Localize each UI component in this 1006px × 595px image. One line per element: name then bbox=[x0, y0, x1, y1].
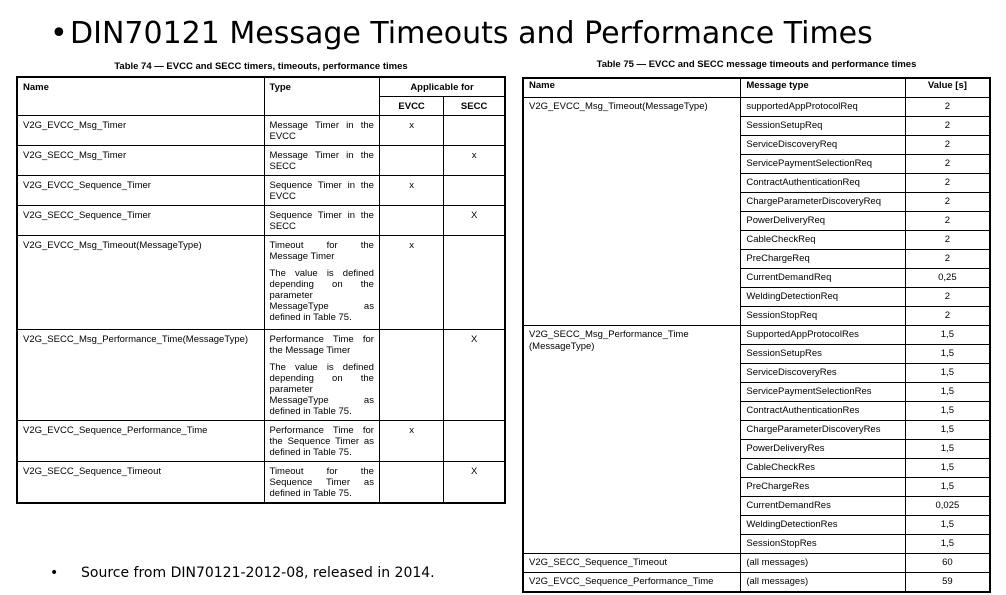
table75-row bbox=[523, 554, 990, 573]
table75-cell-message-type: (all messages) bbox=[741, 554, 905, 573]
table74-row bbox=[17, 175, 505, 205]
table75 bbox=[522, 77, 991, 593]
table75-cell-message-type: ServiceDiscoveryReq bbox=[741, 136, 905, 155]
table74-cell-evcc bbox=[379, 461, 443, 503]
table74-type-paragraph: Message Timer in the EVCC bbox=[269, 119, 374, 142]
table75-cell-message-type: SessionStopReq bbox=[741, 307, 905, 326]
table74-type-paragraph: Message Timer in the SECC bbox=[269, 149, 374, 172]
table75-cell-message-type: ServicePaymentSelectionReq bbox=[741, 155, 905, 174]
table75-cell-message-type: supportedAppProtocolReq bbox=[741, 98, 905, 117]
table75-cell-value: 2 bbox=[905, 307, 990, 326]
table74-row bbox=[17, 115, 505, 145]
table74-caption: Table 74 — EVCC and SECC timers, timeouts, performance times bbox=[114, 61, 408, 72]
table75-cell-value: 1,5 bbox=[905, 345, 990, 364]
table75-cell-message-type: CableCheckRes bbox=[741, 459, 905, 478]
table74-cell-evcc bbox=[379, 205, 443, 235]
table75-header-message-type: Message type bbox=[741, 78, 905, 98]
table75-cell-message-type: SessionSetupRes bbox=[741, 345, 905, 364]
table75-cell-message-type: ContractAuthenticationRes bbox=[741, 402, 905, 421]
table74 bbox=[16, 76, 506, 504]
table74-row bbox=[17, 145, 505, 175]
table75-cell-message-type: (all messages) bbox=[741, 573, 905, 593]
table75-cell-message-type: PowerDeliveryRes bbox=[741, 440, 905, 459]
table74-type-paragraph: Sequence Timer in the EVCC bbox=[269, 179, 374, 202]
table74-cell-secc bbox=[444, 235, 505, 329]
footnote bbox=[50, 565, 435, 581]
table74-cell-secc bbox=[444, 420, 505, 461]
table75-cell-message-type: SessionStopRes bbox=[741, 535, 905, 554]
table74-cell-name: V2G_EVCC_Sequence_Timer bbox=[17, 175, 264, 205]
table75-cell-value: 2 bbox=[905, 193, 990, 212]
table74-cell-name: V2G_EVCC_Msg_Timer bbox=[17, 115, 264, 145]
table74-cell-secc bbox=[444, 115, 505, 145]
table74-type-paragraph: Timeout for the Message Timer bbox=[269, 239, 374, 262]
table75-cell-value: 1,5 bbox=[905, 421, 990, 440]
table75-header-value: Value [s] bbox=[905, 78, 990, 98]
table75-cell-message-type: ContractAuthenticationReq bbox=[741, 174, 905, 193]
table74-cell-type bbox=[264, 420, 379, 461]
table75-cell-message-type: ServicePaymentSelectionRes bbox=[741, 383, 905, 402]
table75-cell-value: 1,5 bbox=[905, 402, 990, 421]
table74-type-paragraph: Performance Time for the Sequence Timer as defined in Table 75. bbox=[269, 424, 374, 458]
table75-cell-value: 59 bbox=[905, 573, 990, 593]
table75-cell-message-type: CurrentDemandRes bbox=[741, 497, 905, 516]
table74-type-paragraph: Sequence Timer in the SECC bbox=[269, 209, 374, 232]
table75-cell-value: 2 bbox=[905, 212, 990, 231]
table75-cell-value: 2 bbox=[905, 136, 990, 155]
table75-cell-value: 1,5 bbox=[905, 535, 990, 554]
table75-cell-message-type: SupportedAppProtocolRes bbox=[741, 326, 905, 345]
table75-cell-value: 2 bbox=[905, 288, 990, 307]
table74-row bbox=[17, 461, 505, 503]
table75-header-name: Name bbox=[523, 78, 741, 98]
table75-cell-message-type: WeldingDetectionRes bbox=[741, 516, 905, 535]
table74-cell-type bbox=[264, 461, 379, 503]
table74-cell-secc: x bbox=[444, 145, 505, 175]
table74-row bbox=[17, 329, 505, 420]
table74-row bbox=[17, 420, 505, 461]
table75-cell-value: 2 bbox=[905, 98, 990, 117]
table75-row bbox=[523, 573, 990, 593]
bullet-icon: • bbox=[50, 16, 68, 51]
table75-cell-value: 2 bbox=[905, 250, 990, 269]
table75-cell-name: V2G_EVCC_Msg_Timeout(MessageType) bbox=[523, 98, 741, 326]
table74-cell-type bbox=[264, 329, 379, 420]
table75-cell-value: 1,5 bbox=[905, 440, 990, 459]
table75-cell-message-type: ChargeParameterDiscoveryRes bbox=[741, 421, 905, 440]
table74-type-paragraph: The value is defined depending on the parameter MessageType as defined in Table 75. bbox=[269, 361, 374, 417]
table74-cell-type bbox=[264, 175, 379, 205]
table75-cell-value: 1,5 bbox=[905, 459, 990, 478]
table74-type-paragraph: Timeout for the Sequence Timer as defined in Table 75. bbox=[269, 465, 374, 499]
table74-header-name: Name bbox=[17, 77, 264, 115]
table75-cell-message-type: SessionSetupReq bbox=[741, 117, 905, 136]
table75-cell-value: 2 bbox=[905, 174, 990, 193]
table74-cell-name: V2G_EVCC_Sequence_Performance_Time bbox=[17, 420, 264, 461]
table75-cell-message-type: PreChargeRes bbox=[741, 478, 905, 497]
table75-cell-message-type: ChargeParameterDiscoveryReq bbox=[741, 193, 905, 212]
table75-cell-message-type: PowerDeliveryReq bbox=[741, 212, 905, 231]
slide-title bbox=[50, 14, 873, 54]
table75-cell-value: 1,5 bbox=[905, 478, 990, 497]
table74-cell-name: V2G_EVCC_Msg_Timeout(MessageType) bbox=[17, 235, 264, 329]
table75-cell-message-type: CableCheckReq bbox=[741, 231, 905, 250]
table74-cell-evcc: x bbox=[379, 235, 443, 329]
table75-cell-value: 2 bbox=[905, 155, 990, 174]
table75-cell-name: V2G_EVCC_Sequence_Performance_Time bbox=[523, 573, 741, 593]
table74-cell-secc: X bbox=[444, 461, 505, 503]
table75-cell-value: 60 bbox=[905, 554, 990, 573]
table74-header-type: Type bbox=[264, 77, 379, 115]
table74-cell-evcc: x bbox=[379, 175, 443, 205]
table74-cell-secc: X bbox=[444, 205, 505, 235]
table75-cell-message-type: CurrentDemandReq bbox=[741, 269, 905, 288]
table75-cell-value: 1,5 bbox=[905, 326, 990, 345]
table75-cell-value: 2 bbox=[905, 231, 990, 250]
slide-title-text: DIN70121 Message Timeouts and Performance Times bbox=[70, 16, 873, 51]
table74-cell-name: V2G_SECC_Msg_Timer bbox=[17, 145, 264, 175]
table74-cell-type bbox=[264, 115, 379, 145]
table74-cell-evcc bbox=[379, 329, 443, 420]
table74-cell-secc bbox=[444, 175, 505, 205]
table75-cell-value: 0,025 bbox=[905, 497, 990, 516]
table74-header-secc: SECC bbox=[444, 96, 505, 115]
table74-row bbox=[17, 205, 505, 235]
table74-type-paragraph: Performance Time for the Message Timer bbox=[269, 333, 374, 356]
table75-cell-value: 1,5 bbox=[905, 516, 990, 535]
table75-cell-value: 0,25 bbox=[905, 269, 990, 288]
table74-cell-type bbox=[264, 205, 379, 235]
table75-row bbox=[523, 98, 990, 117]
table75-cell-message-type: WeldingDetectionReq bbox=[741, 288, 905, 307]
table74-cell-name: V2G_SECC_Sequence_Timer bbox=[17, 205, 264, 235]
table74-header-evcc: EVCC bbox=[379, 96, 443, 115]
table75-cell-name: V2G_SECC_Msg_Performance_Time (MessageType) bbox=[523, 326, 741, 554]
table75-cell-name: V2G_SECC_Sequence_Timeout bbox=[523, 554, 741, 573]
table74-cell-secc: X bbox=[444, 329, 505, 420]
table74-type-paragraph: The value is defined depending on the parameter MessageType as defined in Table 75. bbox=[269, 267, 374, 323]
bullet-icon: • bbox=[50, 565, 59, 581]
table75-cell-value: 1,5 bbox=[905, 364, 990, 383]
table74-cell-evcc bbox=[379, 145, 443, 175]
table74-row bbox=[17, 235, 505, 329]
table74-cell-name: V2G_SECC_Msg_Performance_Time(MessageType) bbox=[17, 329, 264, 420]
footnote-text: Source from DIN70121-2012-08, released in 2014. bbox=[81, 565, 435, 581]
table75-caption: Table 75 — EVCC and SECC message timeouts and performance times bbox=[596, 59, 917, 70]
table74-cell-evcc: x bbox=[379, 420, 443, 461]
table75-cell-value: 1,5 bbox=[905, 383, 990, 402]
table74-cell-evcc: x bbox=[379, 115, 443, 145]
table74-cell-type bbox=[264, 145, 379, 175]
table75-cell-message-type: PreChargeReq bbox=[741, 250, 905, 269]
table74-cell-type bbox=[264, 235, 379, 329]
table75-cell-message-type: ServiceDiscoveryRes bbox=[741, 364, 905, 383]
table74-header-applicable: Applicable for bbox=[379, 77, 505, 96]
table75-cell-value: 2 bbox=[905, 117, 990, 136]
table75-row bbox=[523, 326, 990, 345]
table74-cell-name: V2G_SECC_Sequence_Timeout bbox=[17, 461, 264, 503]
